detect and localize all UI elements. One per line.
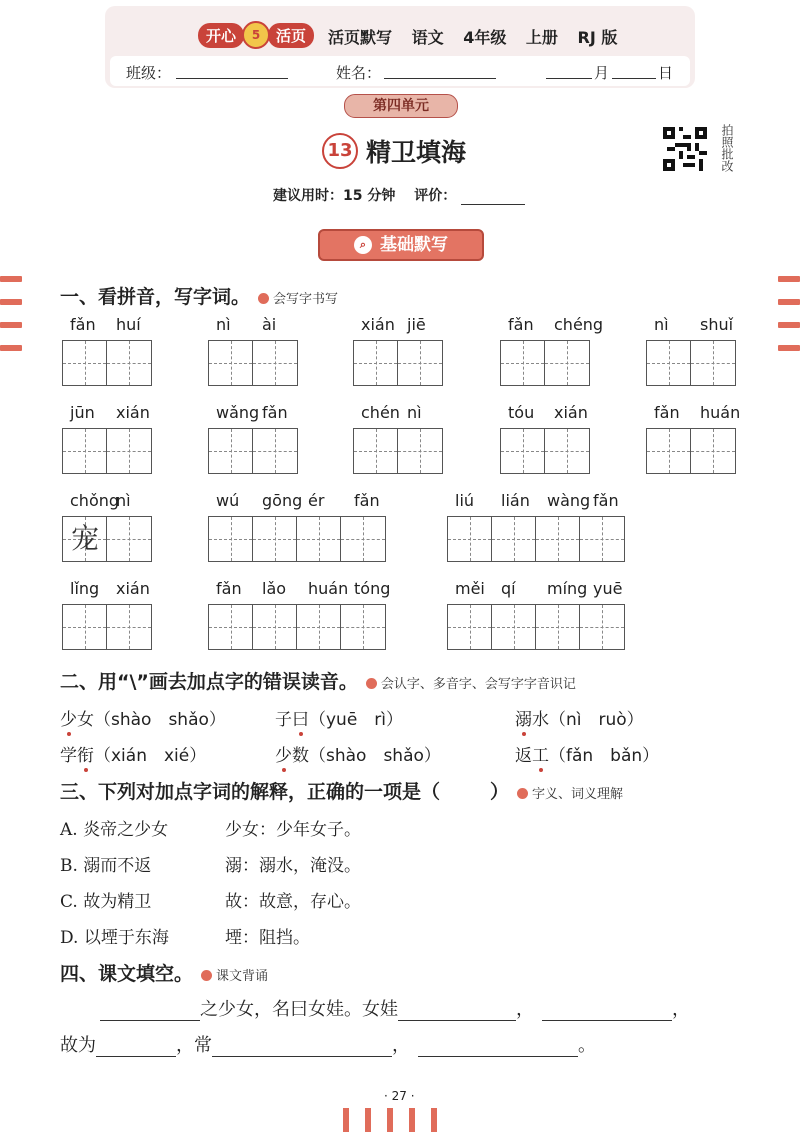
side-stripe: [0, 322, 22, 328]
dotted-char: 曰: [292, 710, 309, 730]
q3-title-text: 三、下列对加点字词的解释，正确的一项是（: [60, 781, 441, 803]
lesson-title: 精卫填海: [366, 138, 467, 167]
pinyin-label: fǎn: [354, 491, 380, 510]
pinyin-label: měi: [455, 579, 485, 598]
q4-text: ，: [516, 999, 534, 1020]
day-label: 日: [658, 64, 674, 82]
lesson-number: 13: [322, 133, 358, 169]
grid-cell[interactable]: [501, 341, 545, 385]
pinyin-label: fǎn: [593, 491, 619, 510]
option-label: B. 溺而不返: [60, 856, 152, 876]
grid-cell[interactable]: [63, 429, 107, 473]
name-label: 姓名：: [336, 64, 382, 82]
pinyin-label: xián: [116, 579, 150, 598]
writing-grid[interactable]: [208, 428, 298, 474]
unit-badge: 第四单元: [344, 94, 458, 118]
grid-cell[interactable]: [209, 605, 253, 649]
grid-cell[interactable]: [63, 605, 107, 649]
pinyin-label: xián: [361, 315, 395, 334]
grid-cell[interactable]: [63, 341, 107, 385]
grade-label: 4年级: [463, 28, 507, 47]
suggested-time: 建议用时：15 分钟: [273, 188, 396, 204]
grid-cell[interactable]: [501, 429, 545, 473]
star-icon: [258, 293, 269, 304]
bottom-bar: [343, 1108, 349, 1132]
option-label: D. 以堙于东海: [60, 928, 169, 948]
grid-cell[interactable]: [492, 605, 536, 649]
evaluation-field[interactable]: [461, 188, 525, 205]
grid-cell[interactable]: [209, 517, 253, 561]
q2-item[interactable]: [60, 741, 206, 766]
fill-blank[interactable]: [96, 1038, 176, 1057]
pinyin-label: jiē: [407, 315, 426, 334]
pinyin-label: lǐng: [70, 579, 100, 598]
pinyin-label: wàng: [547, 491, 591, 510]
q3-title: [60, 777, 623, 804]
q1-title-text: 一、看拼音，写字词。: [60, 286, 251, 308]
qr-code-icon[interactable]: [663, 127, 707, 171]
q3-option-b-expl: 溺：溺水，淹没。: [225, 856, 361, 876]
q4-text: ，: [672, 999, 690, 1020]
fill-blank[interactable]: [418, 1038, 578, 1057]
section-banner: [318, 229, 484, 261]
writing-grid[interactable]: [646, 428, 736, 474]
pinyin-label: wǎng: [216, 403, 260, 422]
q4-title: [60, 959, 268, 986]
grid-cell[interactable]: [647, 341, 691, 385]
grid-cell[interactable]: [448, 517, 492, 561]
dotted-char: 少: [60, 710, 77, 730]
grid-cell[interactable]: [63, 517, 107, 561]
q3-option-a-expl: 少女：少年女子。: [225, 820, 361, 840]
pinyin-label: shuǐ: [700, 315, 734, 334]
q2-item[interactable]: [275, 705, 403, 730]
pinyin-label: huán: [308, 579, 349, 598]
grid-cell[interactable]: [253, 517, 297, 561]
grid-cell[interactable]: [107, 341, 151, 385]
subject-label: 语文: [411, 28, 444, 47]
q3-option-c-expl: 故：故意，存心。: [225, 892, 361, 912]
grid-cell[interactable]: [691, 341, 735, 385]
writing-grid[interactable]: [62, 604, 152, 650]
series-label: 活页默写: [328, 28, 393, 47]
pinyin-label: ér: [308, 491, 325, 510]
info-row: [110, 56, 690, 86]
brand-right: 活页: [268, 23, 314, 48]
q3-answer-blank[interactable]: [440, 786, 490, 804]
pinyin-label: liú: [455, 491, 475, 510]
writing-grid[interactable]: [62, 428, 152, 474]
name-field[interactable]: [384, 62, 496, 79]
writing-grid[interactable]: [208, 516, 386, 562]
grid-cell[interactable]: [107, 429, 151, 473]
q2-pinyin: （xián xié）: [94, 746, 207, 766]
q2-word: 返: [515, 746, 532, 766]
q2-item[interactable]: [60, 705, 226, 730]
star-icon: [517, 788, 528, 799]
pinyin-label: huán: [700, 403, 741, 422]
q4-text: ，常: [176, 1035, 212, 1056]
q1-title: [60, 282, 338, 309]
q2-word: 子: [275, 710, 292, 730]
grid-cell[interactable]: [209, 341, 253, 385]
grid-cell[interactable]: [545, 429, 589, 473]
writing-grid[interactable]: [646, 340, 736, 386]
q4-line-2: [60, 1031, 596, 1057]
fill-blank[interactable]: [100, 1002, 200, 1021]
q2-pinyin: （fǎn bǎn）: [549, 746, 660, 766]
option-label: C. 故为精卫: [60, 892, 152, 912]
side-stripe: [778, 299, 800, 305]
q3-option-d[interactable]: [60, 923, 169, 948]
pinyin-label: yuē: [593, 579, 623, 598]
q2-tag: [366, 677, 576, 692]
q4-text: ，: [392, 1035, 410, 1056]
pinyin-label: míng: [547, 579, 588, 598]
pinyin-label: huí: [116, 315, 141, 334]
month-label: 月: [594, 64, 610, 82]
writing-grid[interactable]: [62, 516, 152, 562]
writing-grid[interactable]: [500, 428, 590, 474]
pinyin-label: lián: [501, 491, 530, 510]
q2-pinyin: （nì ruò）: [549, 710, 644, 730]
fill-blank[interactable]: [542, 1002, 672, 1021]
q3-option-a[interactable]: [60, 815, 168, 840]
dotted-char: 少: [275, 746, 292, 766]
pinyin-label: wú: [216, 491, 240, 510]
q2-item[interactable]: [515, 705, 644, 730]
evaluation-label: 评价：: [414, 188, 457, 204]
q4-line-1: [100, 995, 690, 1021]
q4-text: 故为: [60, 1035, 96, 1056]
qr-label: 拍照批改: [720, 124, 734, 172]
brand-logo: [198, 22, 314, 48]
grid-cell[interactable]: [580, 605, 624, 649]
grid-cell[interactable]: [647, 429, 691, 473]
grid-cell[interactable]: [580, 517, 624, 561]
header-meta: [328, 25, 631, 48]
bottom-bar: [409, 1108, 415, 1132]
grid-cell[interactable]: [536, 605, 580, 649]
bottom-bar: [387, 1108, 393, 1132]
grid-cell[interactable]: [253, 341, 297, 385]
writing-grid[interactable]: [208, 604, 386, 650]
pinyin-label: nì: [116, 491, 131, 510]
brand-mid-icon: 5: [242, 21, 270, 49]
pinyin-label: tóng: [354, 579, 391, 598]
grid-cell[interactable]: [107, 517, 151, 561]
pinyin-label: xián: [116, 403, 150, 422]
prefilled-char: 宠: [70, 522, 99, 555]
pinyin-label: ài: [262, 315, 277, 334]
section-banner-label: 基础默写: [380, 235, 448, 255]
q1-tag-text: 会写字书写: [273, 292, 339, 307]
q2-item[interactable]: [275, 741, 441, 766]
q4-tag: [201, 969, 268, 984]
dotted-char: 衔: [77, 746, 94, 766]
page-number: · 27 ·: [384, 1089, 415, 1103]
side-stripe: [778, 345, 800, 351]
q3-option-c[interactable]: [60, 887, 151, 912]
q2-item[interactable]: [515, 741, 659, 766]
side-stripe: [778, 276, 800, 282]
pinyin-label: fǎn: [216, 579, 242, 598]
q2-pinyin: （shào shǎo）: [309, 746, 441, 766]
pinyin-label: tóu: [508, 403, 535, 422]
pinyin-label: xián: [554, 403, 588, 422]
star-icon: [366, 678, 377, 689]
edition-label: RJ 版: [577, 28, 618, 47]
pinyin-label: qí: [501, 579, 516, 598]
volume-label: 上册: [525, 28, 558, 47]
side-stripe: [0, 345, 22, 351]
q1-tag: [258, 292, 338, 307]
writing-grid[interactable]: [62, 340, 152, 386]
q4-text: 。: [578, 1035, 596, 1056]
grid-cell[interactable]: [536, 517, 580, 561]
class-label: 班级：: [126, 64, 172, 82]
q2-word: 学: [60, 746, 77, 766]
q2-title: [60, 667, 576, 694]
bottom-bar: [365, 1108, 371, 1132]
grid-cell[interactable]: [107, 605, 151, 649]
day-field[interactable]: [612, 62, 656, 79]
writing-grid[interactable]: [447, 604, 625, 650]
writing-grid[interactable]: [208, 340, 298, 386]
writing-grid[interactable]: [500, 340, 590, 386]
pinyin-label: chén: [361, 403, 400, 422]
grid-cell[interactable]: [354, 429, 398, 473]
side-stripe: [0, 276, 22, 282]
grid-cell[interactable]: [398, 341, 442, 385]
q3-option-b[interactable]: [60, 851, 151, 876]
q2-tag-text: 会认字、多音字、会写字字音识记: [380, 677, 576, 692]
brand-left: 开心: [198, 23, 244, 48]
side-stripe: [778, 322, 800, 328]
grid-cell[interactable]: [341, 605, 385, 649]
pinyin-label: fǎn: [262, 403, 288, 422]
magnifier-icon: ⌕: [354, 236, 372, 254]
grid-cell[interactable]: [253, 605, 297, 649]
star-icon: [201, 970, 212, 981]
grid-cell[interactable]: [297, 605, 341, 649]
pinyin-label: gōng: [262, 491, 303, 510]
pinyin-label: lǎo: [262, 579, 287, 598]
pinyin-label: chǒng: [70, 491, 120, 510]
grid-cell[interactable]: [545, 341, 589, 385]
q4-tag-text: 课文背诵: [216, 969, 269, 984]
fill-blank[interactable]: [212, 1038, 392, 1057]
q4-text: 之少女，名曰女娃。女娃: [200, 999, 398, 1020]
q3-tag: [517, 787, 623, 802]
fill-blank[interactable]: [398, 1002, 516, 1021]
grid-cell[interactable]: [398, 429, 442, 473]
grid-cell[interactable]: [341, 517, 385, 561]
q4-title-text: 四、课文填空。: [60, 963, 194, 985]
bottom-bar: [431, 1108, 437, 1132]
writing-grid[interactable]: [353, 428, 443, 474]
pinyin-label: jūn: [70, 403, 95, 422]
pinyin-label: nì: [654, 315, 669, 334]
writing-grid[interactable]: [447, 516, 625, 562]
dotted-char: 工: [532, 746, 549, 766]
side-stripe: [0, 299, 22, 305]
q2-title-text: 二、用“\”画去加点字的错误读音。: [60, 671, 358, 693]
pinyin-label: chéng: [554, 315, 604, 334]
grid-cell[interactable]: [448, 605, 492, 649]
pinyin-label: fǎn: [654, 403, 680, 422]
grid-cell[interactable]: [691, 429, 735, 473]
grid-cell[interactable]: [297, 517, 341, 561]
class-field[interactable]: [176, 62, 288, 79]
grid-cell[interactable]: [354, 341, 398, 385]
q2-pinyin: （yuē rì）: [309, 710, 404, 730]
timing-row: [273, 185, 525, 205]
q3-option-d-expl: 堙：阻挡。: [225, 928, 310, 948]
pinyin-label: fǎn: [70, 315, 96, 334]
q3-title-end: ）: [490, 781, 510, 803]
grid-cell[interactable]: [209, 429, 253, 473]
writing-grid[interactable]: [353, 340, 443, 386]
grid-cell[interactable]: [253, 429, 297, 473]
pinyin-label: fǎn: [508, 315, 534, 334]
pinyin-label: nì: [407, 403, 422, 422]
q2-word: 水: [532, 710, 549, 730]
dotted-char: 溺: [515, 710, 532, 730]
month-field[interactable]: [546, 62, 592, 79]
q3-tag-text: 字义、词义理解: [532, 787, 624, 802]
grid-cell[interactable]: [492, 517, 536, 561]
pinyin-label: nì: [216, 315, 231, 334]
q2-word: 女: [77, 710, 94, 730]
option-label: A. 炎帝之少女: [60, 820, 169, 840]
q2-word: 数: [292, 746, 309, 766]
q2-pinyin: （shào shǎo）: [94, 710, 226, 730]
